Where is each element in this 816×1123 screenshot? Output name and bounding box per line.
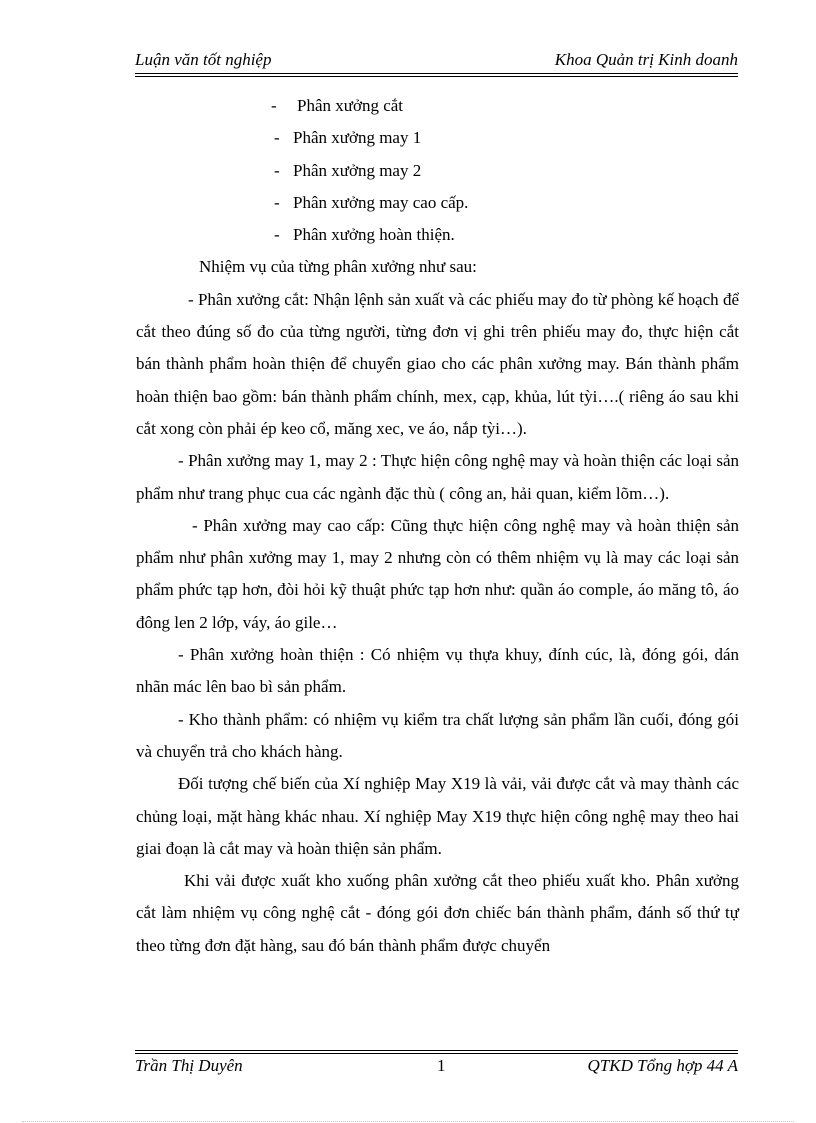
list-item bbox=[136, 90, 739, 122]
list-item bbox=[136, 219, 739, 251]
list-item bbox=[136, 155, 739, 187]
document-body bbox=[136, 90, 739, 962]
paragraph-finished-goods-store: - Kho thành phẩm: có nhiệm vụ kiểm tra chất lượng sản phẩm lần cuối, đóng gói và chuyển trả cho khách hàng. bbox=[136, 709, 739, 761]
bullet-dash: - bbox=[274, 160, 280, 180]
paragraph-finishing-workshop: - Phân xưởng hoàn thiện : Có nhiệm vụ thựa khuy, đính cúc, là, đóng gói, dán nhãn mác lên bao bì sản phẩm. bbox=[136, 645, 739, 697]
bullet-dash: - bbox=[274, 128, 280, 148]
bullet-dash: - bbox=[271, 96, 277, 115]
header-faculty-label: Khoa Quản trị Kinh doanh bbox=[554, 50, 738, 69]
list-item-text: Phân xưởng cắt bbox=[297, 96, 404, 115]
paragraph-intro: Nhiệm vụ của từng phân xưởng như sau: bbox=[199, 257, 477, 277]
page-footer bbox=[135, 1054, 738, 1078]
header-rule bbox=[135, 73, 738, 77]
bullet-dash: - bbox=[274, 225, 280, 245]
page-edge-divider bbox=[22, 1121, 794, 1122]
paragraph-sewing-workshops: - Phân xưởng may 1, may 2 : Thực hiện công nghệ may và hoàn thiện các loại sản phẩm như trang phục cua các ngành đặc thù ( công an, hải quan, kiểm lõm…). bbox=[136, 451, 739, 503]
list-item-text: Phân xưởng may 2 bbox=[293, 160, 422, 180]
page-number: 1 bbox=[437, 1056, 446, 1075]
footer-author: Trần Thị Duyên bbox=[135, 1056, 243, 1075]
bullet-dash: - bbox=[274, 192, 280, 212]
workshop-list bbox=[136, 90, 739, 251]
list-item-text: Phân xưởng may cao cấp. bbox=[293, 192, 469, 212]
list-item bbox=[136, 122, 739, 154]
paragraph-premium-sewing: - Phân xưởng may cao cấp: Cũng thực hiện công nghệ may và hoàn thiện sản phẩm như phân xưởng may 1, may 2 nhưng còn có thêm nhiệm vụ là may các loại sản phẩm phức tạp hơn, đòi hỏi kỹ thuật phức tạp hơn như: quần áo comple, áo măng tô, áo đông len 2 lớp, váy, áo gile… bbox=[136, 515, 739, 632]
footer-class: QTKD Tổng hợp 44 A bbox=[587, 1056, 738, 1075]
paragraph-processing-object: Đối tượng chế biến của Xí nghiệp May X19 là vải, vải được cắt và may thành các chủng loại, mặt hàng khác nhau. Xí nghiệp May X19 thực hiện công nghệ may theo hai giai đoạn là cắt may và hoàn thiện sản phẩm. bbox=[136, 774, 739, 858]
list-item-text: Phân xưởng hoàn thiện. bbox=[293, 225, 455, 245]
list-item-text: Phân xưởng may 1 bbox=[293, 128, 422, 148]
paragraph-cutting-workshop: - Phân xưởng cắt: Nhận lệnh sản xuất và các phiếu may đo từ phòng kế hoạch để cắt theo đúng số đo của từng người, từng đơn vị ghi trên phiếu may đo, thực hiện cắt bán thành phẩm hoàn thiện để chuyển giao cho các phân xưởng may. Bán thành phẩm hoàn thiện bao gồm: bán thành phẩm chính, mex, cạp, khủa, lút tỳi….( riêng áo sau khi cắt xong còn phải ép keo cổ, măng xec, ve áo, nắp tỳi…). bbox=[136, 289, 739, 438]
paragraph-fabric-flow: Khi vải được xuất kho xuống phân xưởng cắt theo phiếu xuất kho. Phân xưởng cắt làm nhiệm vụ công nghệ cắt - đóng gói đơn chiếc bán thành phẩm, đánh số thứ tự theo từng đơn đặt hàng, sau đó bán thành phẩm được chuyển bbox=[136, 871, 739, 955]
header-thesis-label: Luận văn tốt nghiệp bbox=[135, 50, 272, 69]
list-item bbox=[136, 187, 739, 219]
page-header bbox=[135, 48, 738, 72]
